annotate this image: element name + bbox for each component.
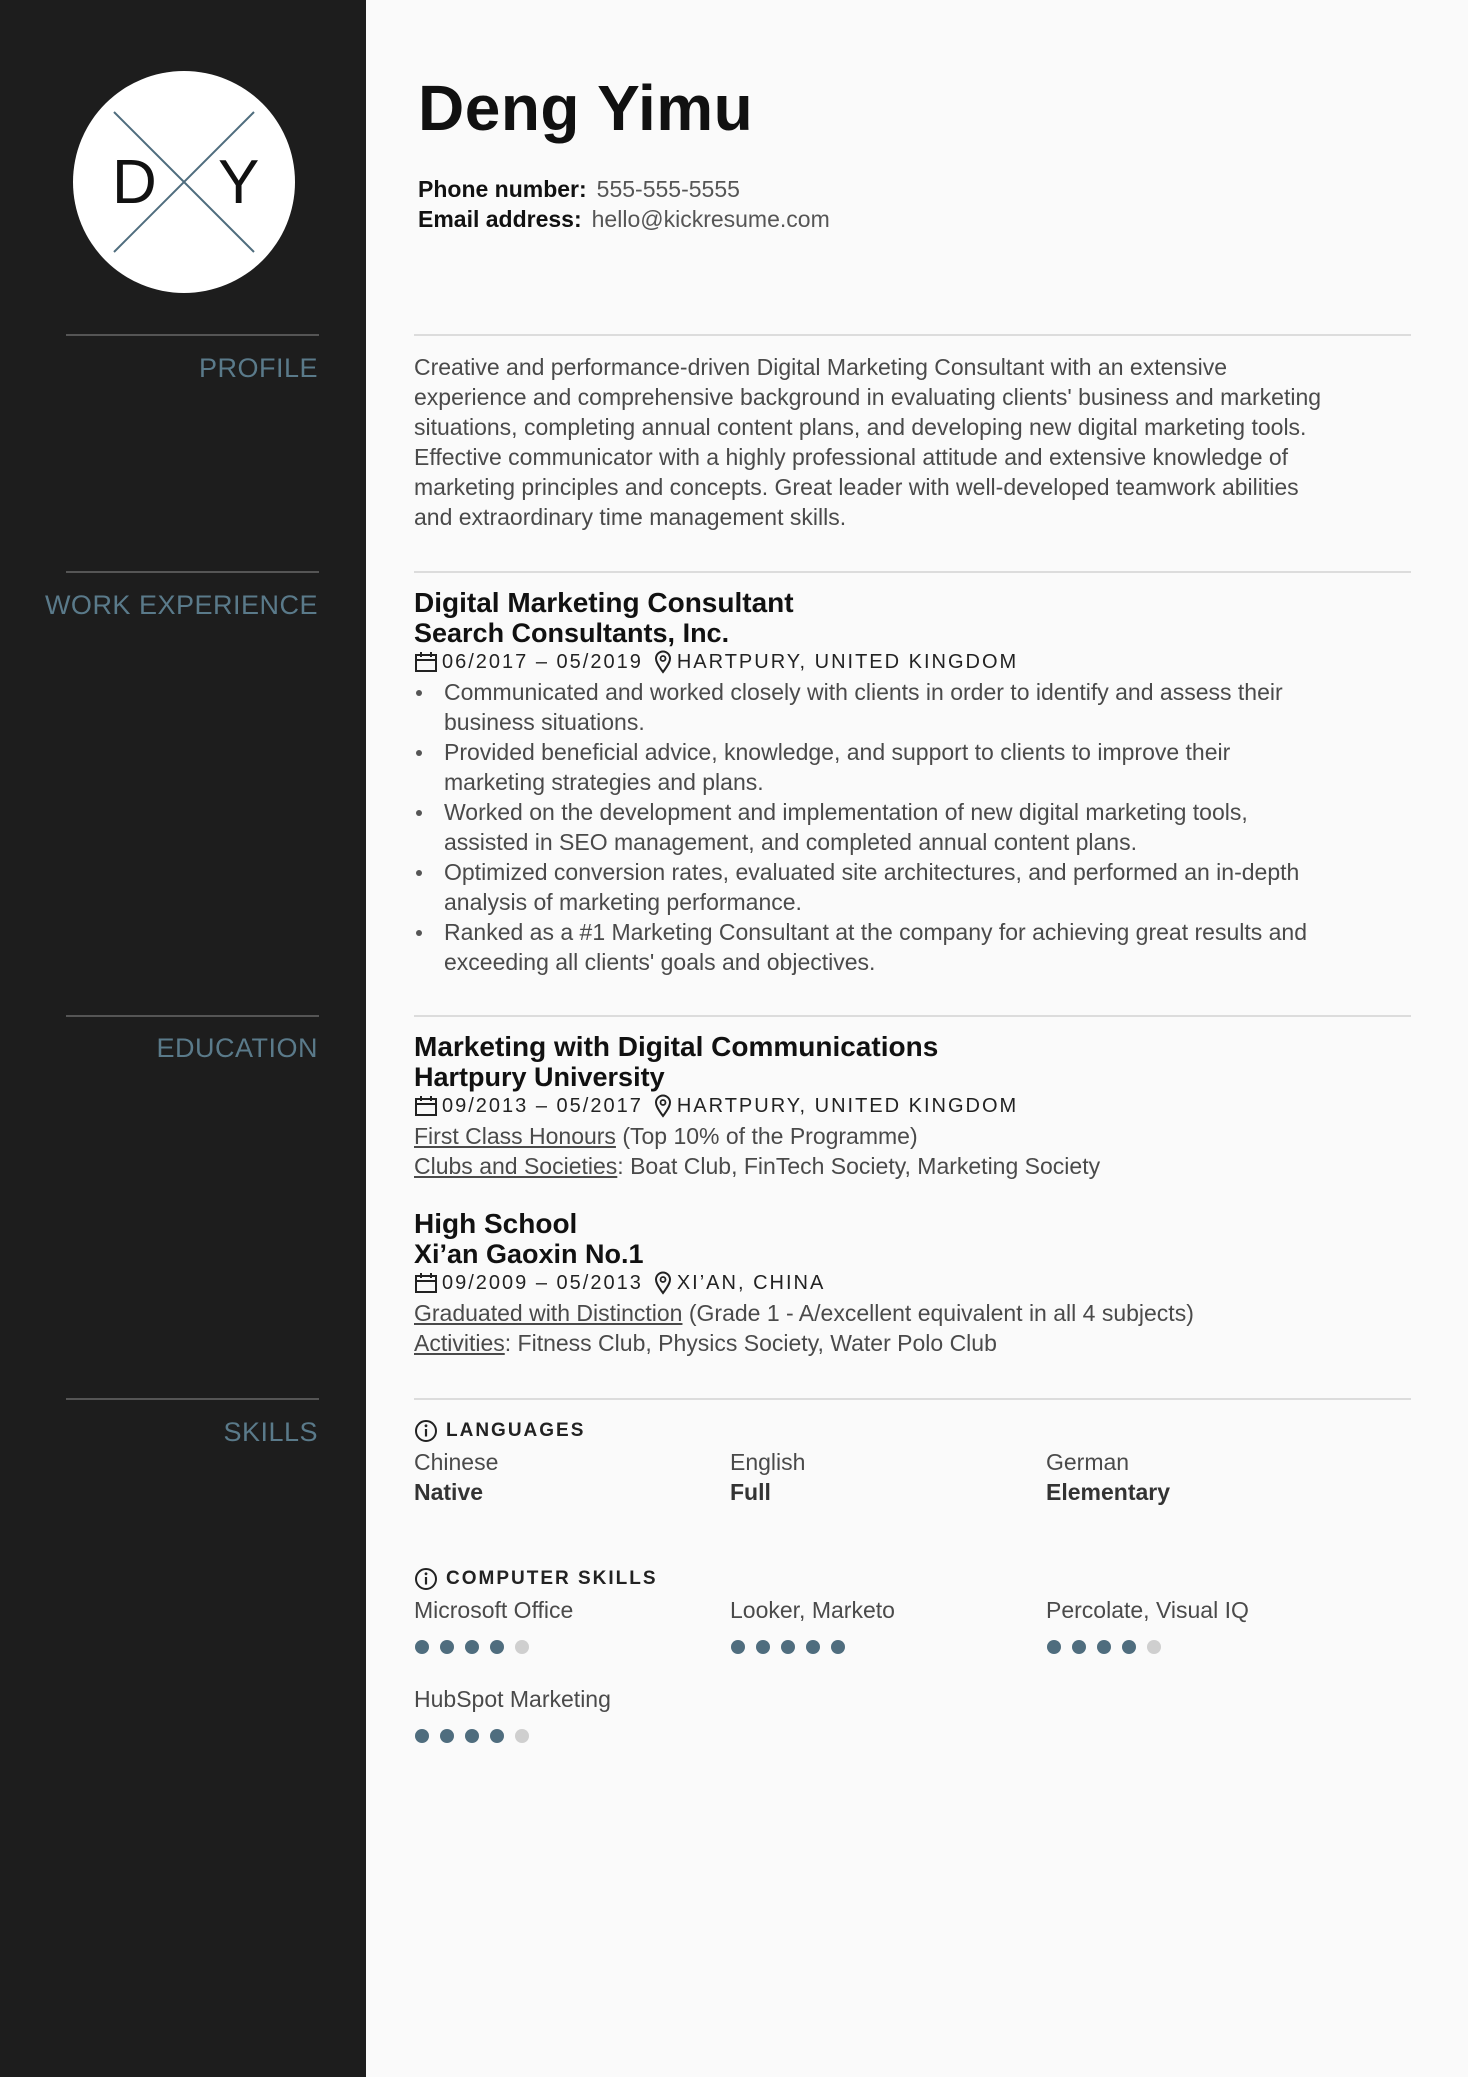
- education-dates: 09/2013 – 05/2017: [442, 1094, 643, 1117]
- rating-dot-empty: [515, 1729, 529, 1743]
- profile-line: situations, completing annual content plans, and developing new digital marketing tools.: [414, 414, 1307, 440]
- languages-heading: LANGUAGES: [414, 1418, 585, 1444]
- profile-line: Effective communicator with a highly professional attitude and extensive knowledge of: [414, 444, 1289, 470]
- language-level: Native: [414, 1479, 484, 1505]
- rating-dot-filled: [490, 1729, 504, 1743]
- rating-dot-filled: [831, 1640, 845, 1654]
- section-divider: [414, 1398, 1411, 1400]
- list-item: Worked on the development and implementation of new digital marketing tools, assisted in SEO management, and completed annual content plans.: [414, 797, 1414, 857]
- monogram-logo: [72, 70, 296, 294]
- skill-rating: [415, 1729, 540, 1743]
- language-name: Chinese: [414, 1449, 499, 1475]
- info-icon: [414, 1567, 438, 1591]
- location-pin-icon: [653, 650, 673, 674]
- rating-dot-filled: [1047, 1640, 1061, 1654]
- phone-value: 555-555-5555: [596, 176, 740, 202]
- email-label: Email address:: [418, 206, 582, 232]
- rating-dot-filled: [756, 1640, 770, 1654]
- email-row: [418, 204, 830, 234]
- calendar-icon: [414, 651, 438, 673]
- list-item: Communicated and worked closely with clients in order to identify and assess their business situations.: [414, 677, 1414, 737]
- section-heading-profile: PROFILE: [198, 353, 318, 383]
- rating-dot-empty: [1147, 1640, 1161, 1654]
- education-dates: 09/2009 – 05/2013: [442, 1271, 643, 1294]
- rating-dot-filled: [465, 1729, 479, 1743]
- profile-line: Creative and performance-driven Digital Marketing Consultant with an extensive: [414, 354, 1228, 380]
- list-item: Provided beneficial advice, knowledge, and support to clients to improve their marketing strategies and plans.: [414, 737, 1414, 797]
- list-item: Optimized conversion rates, evaluated site architectures, and performed an in-depth analysis of marketing performance.: [414, 857, 1414, 917]
- rating-dot-filled: [806, 1640, 820, 1654]
- sidebar-divider: [66, 1398, 319, 1400]
- list-item: Ranked as a #1 Marketing Consultant at the company for achieving great results and exceeding all clients' goals and objectives.: [414, 917, 1414, 977]
- computer-skills-heading: COMPUTER SKILLS: [414, 1566, 658, 1592]
- rating-dot-filled: [1072, 1640, 1086, 1654]
- rating-dot-filled: [731, 1640, 745, 1654]
- location-pin-icon: [653, 1271, 673, 1295]
- rating-dot-filled: [781, 1640, 795, 1654]
- rating-dot-filled: [415, 1640, 429, 1654]
- section-heading-education: EDUCATION: [156, 1033, 318, 1063]
- phone-label: Phone number:: [418, 176, 587, 202]
- school-name: Hartpury University: [414, 1062, 665, 1092]
- language-level: Full: [730, 1479, 771, 1505]
- section-heading-work: WORK EXPERIENCE: [44, 590, 318, 620]
- degree-title: High School: [414, 1208, 578, 1239]
- education-location: XI’AN, CHINA: [676, 1271, 826, 1294]
- sidebar: [0, 0, 366, 2077]
- skill-rating: [731, 1640, 856, 1654]
- rating-dot-filled: [440, 1729, 454, 1743]
- profile-line: and extraordinary time management skills.: [414, 504, 847, 530]
- honours-link[interactable]: Graduated with Distinction: [414, 1300, 683, 1326]
- initial-first: D: [112, 148, 157, 217]
- skill-name: HubSpot Marketing: [414, 1686, 611, 1712]
- section-heading-skills: SKILLS: [223, 1417, 318, 1447]
- rating-dot-filled: [1097, 1640, 1111, 1654]
- skill-name: Microsoft Office: [414, 1597, 574, 1623]
- sidebar-divider: [66, 1015, 319, 1017]
- education-activities: Clubs and Societies: Boat Club, FinTech Society, Marketing Society: [414, 1153, 1101, 1179]
- education-honours: Graduated with Distinction (Grade 1 - A/excellent equivalent in all 4 subjects): [414, 1300, 1194, 1326]
- candidate-name: Deng Yimu: [418, 72, 754, 144]
- language-name: German: [1046, 1449, 1130, 1475]
- job-responsibilities: [414, 677, 1414, 977]
- honours-link[interactable]: First Class Honours: [414, 1123, 616, 1149]
- section-divider: [414, 334, 1411, 336]
- education-honours: First Class Honours (Top 10% of the Programme): [414, 1123, 918, 1149]
- education-meta: [414, 1270, 825, 1296]
- education-meta: [414, 1093, 1018, 1119]
- sidebar-divider: [66, 571, 319, 573]
- activities-link[interactable]: Activities: [414, 1330, 505, 1356]
- calendar-icon: [414, 1272, 438, 1294]
- education-activities: Activities: Fitness Club, Physics Society, Water Polo Club: [414, 1330, 997, 1356]
- job-title: Digital Marketing Consultant: [414, 587, 794, 618]
- job-location: HARTPURY, UNITED KINGDOM: [676, 650, 1019, 673]
- school-name: Xi’an Gaoxin No.1: [414, 1239, 644, 1269]
- profile-summary: [414, 352, 1414, 532]
- skill-rating: [415, 1640, 540, 1654]
- skill-name: Looker, Marketo: [730, 1597, 895, 1623]
- calendar-icon: [414, 1095, 438, 1117]
- education-location: HARTPURY, UNITED KINGDOM: [676, 1094, 1019, 1117]
- language-level: Elementary: [1046, 1479, 1171, 1505]
- phone-row: [418, 174, 740, 204]
- sidebar-divider: [66, 334, 319, 336]
- rating-dot-filled: [440, 1640, 454, 1654]
- skill-rating: [1047, 1640, 1172, 1654]
- job-dates: 06/2017 – 05/2019: [442, 650, 643, 673]
- initial-last: Y: [218, 148, 260, 217]
- skill-name: Percolate, Visual IQ: [1046, 1597, 1249, 1623]
- email-value: hello@kickresume.com: [591, 206, 830, 232]
- rating-dot-filled: [1122, 1640, 1136, 1654]
- profile-line: experience and comprehensive background in evaluating clients' business and marketing: [414, 384, 1322, 410]
- location-pin-icon: [653, 1094, 673, 1118]
- company-name: Search Consultants, Inc.: [414, 618, 730, 648]
- info-icon: [414, 1419, 438, 1443]
- section-divider: [414, 1015, 1411, 1017]
- section-divider: [414, 571, 1411, 573]
- rating-dot-filled: [465, 1640, 479, 1654]
- job-meta: [414, 649, 1018, 675]
- activities-link[interactable]: Clubs and Societies: [414, 1153, 618, 1179]
- language-name: English: [730, 1449, 806, 1475]
- rating-dot-empty: [515, 1640, 529, 1654]
- rating-dot-filled: [415, 1729, 429, 1743]
- degree-title: Marketing with Digital Communications: [414, 1031, 939, 1062]
- profile-line: marketing principles and concepts. Great leader with well-developed teamwork abilities: [414, 474, 1299, 500]
- rating-dot-filled: [490, 1640, 504, 1654]
